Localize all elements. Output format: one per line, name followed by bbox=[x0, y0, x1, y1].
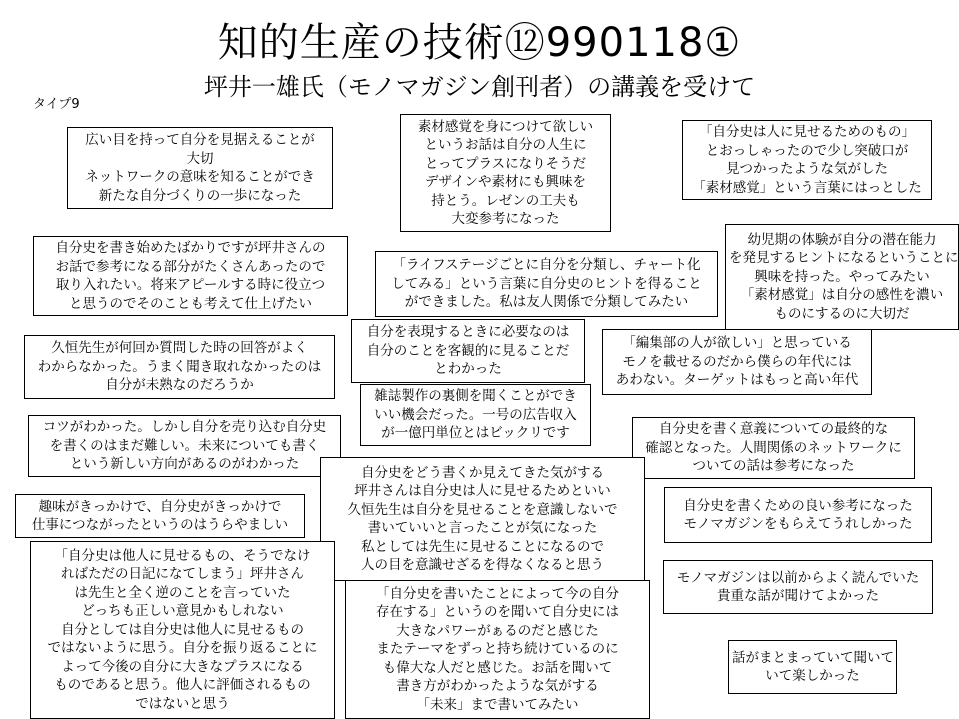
comment-line: いい機会だった。一号の広告収入 bbox=[374, 406, 577, 423]
comment-line: またテーマをずっと持ち続けているのに bbox=[376, 641, 619, 658]
comment-card bbox=[632, 417, 915, 479]
comment-card bbox=[33, 236, 348, 316]
comment-line: とわかった bbox=[434, 361, 502, 378]
comment-line: とおっしゃったので少し突破口が bbox=[705, 142, 909, 159]
comment-line: 大きなパワーがぁるのだと感じた bbox=[396, 622, 599, 639]
comment-card bbox=[30, 541, 335, 719]
comment-line: ものであると思う。他人に評価されるもの bbox=[54, 677, 311, 694]
comment-line: 趣味がきっかけで、自分史がきっかけで bbox=[38, 498, 282, 515]
comment-line: 自分のことを客観的に見ることだ bbox=[366, 342, 570, 359]
comment-line: 広い目を持って自分を見据えることが bbox=[85, 132, 315, 148]
comment-line: 自分史を書くための良い参考になった bbox=[683, 497, 913, 514]
comment-line: お話で参考になる部分がたくさんあったので bbox=[55, 258, 326, 275]
comment-card bbox=[351, 319, 585, 383]
comment-line: モノマガジンは以前からよく読んでいた bbox=[676, 569, 920, 586]
comment-line: 幼児期の体験が自分の潜在能力 bbox=[747, 231, 937, 248]
comment-line: 「ライフステージごとに自分を分類し、チャート化 bbox=[392, 257, 701, 274]
comment-card bbox=[375, 251, 718, 317]
comment-line: ればただの日記になてしまう」坪井さん bbox=[61, 566, 304, 583]
comment-line: 大変参考になった bbox=[451, 211, 560, 227]
comment-line: いて楽しかった bbox=[765, 668, 860, 684]
comment-line: ではないと思う bbox=[135, 695, 230, 712]
comment-line: 自分史を書き始めたばかりですが坪井さんの bbox=[55, 240, 326, 256]
comment-line: コツがわかった。しかし自分を売り込む自分史 bbox=[42, 419, 327, 436]
comment-card bbox=[728, 640, 897, 694]
comment-line: ものにするのに大切だ bbox=[774, 305, 910, 322]
comment-line: というお話は自分の人生に bbox=[424, 137, 587, 153]
comment-line: 新たな自分づくりの一歩になった bbox=[98, 187, 302, 204]
page-title: 知的生産の技術⑫990118① bbox=[217, 20, 742, 66]
comment-card bbox=[664, 487, 932, 543]
comment-line: 書き方がわかったような気がする bbox=[396, 678, 599, 695]
comment-line: という新しい方向があるのがわかった bbox=[69, 456, 300, 473]
comment-line: を発見するヒントになるということに bbox=[729, 250, 959, 267]
comment-line: 「自分史は人に見せるためのもの」 bbox=[699, 124, 915, 140]
comment-line: どっちも正しい意見かもしれない bbox=[81, 603, 284, 620]
comment-card bbox=[360, 384, 591, 446]
comment-line: 「未来」まで書いてみたい bbox=[416, 696, 579, 713]
comment-line: 自分が未熟なのだろうか bbox=[105, 377, 254, 394]
comment-line: 「自分史を書いたことによって今の自分 bbox=[376, 585, 619, 602]
comment-line: 「自分史は他人に見せるもの、そうでなけ bbox=[54, 547, 311, 564]
comment-line: 仕事につながったというのはうらやましい bbox=[31, 517, 289, 533]
comment-line: 存在する」というのを聞いて自分史には bbox=[376, 604, 619, 621]
comment-line: 貴重な話が聞けてよかった bbox=[717, 588, 879, 604]
comment-line: 素材感覚を身につけて欲しい bbox=[417, 118, 594, 135]
comment-card bbox=[15, 494, 305, 538]
comment-card bbox=[663, 560, 933, 614]
comment-line: 自分史を書く意義についての最終的な bbox=[658, 421, 889, 438]
comment-line: 坪井さんは自分史は人に見せるためといい bbox=[354, 483, 611, 499]
comment-line: 久恒先生が何回か質問した時の回答がよく bbox=[51, 340, 308, 357]
comment-line: ネットワークの意味を知ることができ bbox=[85, 169, 315, 185]
comment-line: 「編集部の人が欲しい」と思っている bbox=[622, 335, 852, 352]
comment-line: 取り入れたい。将来アピールする時に役立つ bbox=[55, 277, 326, 293]
comment-line: 大切 bbox=[186, 150, 214, 167]
comment-card bbox=[345, 580, 650, 719]
comment-line: 「素材感覚」は自分の感性を濃い bbox=[740, 287, 944, 304]
comment-line: してみる」という言葉に自分史のヒントを得ること bbox=[391, 275, 702, 292]
comment-line: ができました。私は友人関係で分類してみたい bbox=[404, 294, 689, 311]
comment-line: 見つかったような気がした bbox=[726, 161, 888, 177]
comment-card bbox=[24, 335, 335, 399]
comment-line: 持とう。レゼンの工夫も bbox=[431, 192, 580, 209]
comment-line: デザインや素材にも興味を bbox=[424, 174, 587, 190]
comment-line: を書くのはまだ難しい。未来についても書く bbox=[49, 437, 320, 454]
comment-line: 確認となった。人間関係のネットワークに bbox=[645, 439, 902, 456]
comment-line: モノマガジンをもらえてうれしかった bbox=[683, 516, 913, 532]
comment-card bbox=[602, 329, 872, 395]
comment-line: 書いていいと言ったことが気になった bbox=[367, 520, 598, 536]
comment-line: とってプラスになりそうだ bbox=[424, 155, 587, 172]
comment-line: 話がまとまっていて聞いて bbox=[732, 649, 894, 666]
comment-line: ではないように思う。自分を振り返ることに bbox=[47, 640, 318, 657]
comment-line: も偉大な人だと感じた。お話を聞いて bbox=[382, 659, 613, 676]
comment-line: わからなかった。うまく聞き取れなかったのは bbox=[37, 358, 322, 375]
comment-card bbox=[725, 224, 959, 330]
comment-line: 私としては先生に見せることになるので bbox=[361, 538, 604, 555]
comment-line: と思うのでそのことも考えて仕上げたい bbox=[69, 295, 312, 312]
comment-line: ついての話は参考になった bbox=[692, 458, 855, 475]
comment-line: 自分を表現するときに必要なのは bbox=[366, 324, 570, 341]
comment-line: 興味を持った。やってみたい bbox=[754, 268, 930, 285]
comment-card bbox=[682, 120, 932, 200]
comment-line: 自分としては自分史は他人に見せるもの bbox=[61, 621, 304, 638]
comment-line: 「素材感覚」という言葉にはっとした bbox=[692, 179, 922, 196]
comment-line: が一億円単位とはビックリです bbox=[381, 425, 570, 442]
comment-line: よって今後の自分に大きなプラスになる bbox=[61, 658, 304, 675]
page-subtitle: 坪井一雄氏（モノマガジン創刊者）の講義を受けて bbox=[203, 73, 756, 101]
comment-line: は先生と全く逆のことを言っていた bbox=[74, 584, 291, 601]
comment-card bbox=[67, 127, 333, 209]
comment-card bbox=[320, 457, 645, 581]
comment-line: 人の目を意識せざるを得なくなると思う bbox=[361, 557, 604, 573]
comment-line: 久恒先生は自分を見せることを意識しないで bbox=[347, 501, 618, 518]
comment-card bbox=[400, 114, 611, 232]
comment-line: 自分史をどう書くか見えてきた気がする bbox=[361, 464, 604, 481]
comment-card bbox=[28, 415, 341, 477]
comment-line: モノを載せるのだから僕らの年代には bbox=[622, 353, 852, 370]
type-label: タイプ9 bbox=[33, 97, 80, 112]
comment-line: 雑誌製作の裏側を聞くことができ bbox=[374, 388, 577, 405]
comment-line: あわない。ターゲットはもっと高い年代 bbox=[615, 372, 859, 389]
